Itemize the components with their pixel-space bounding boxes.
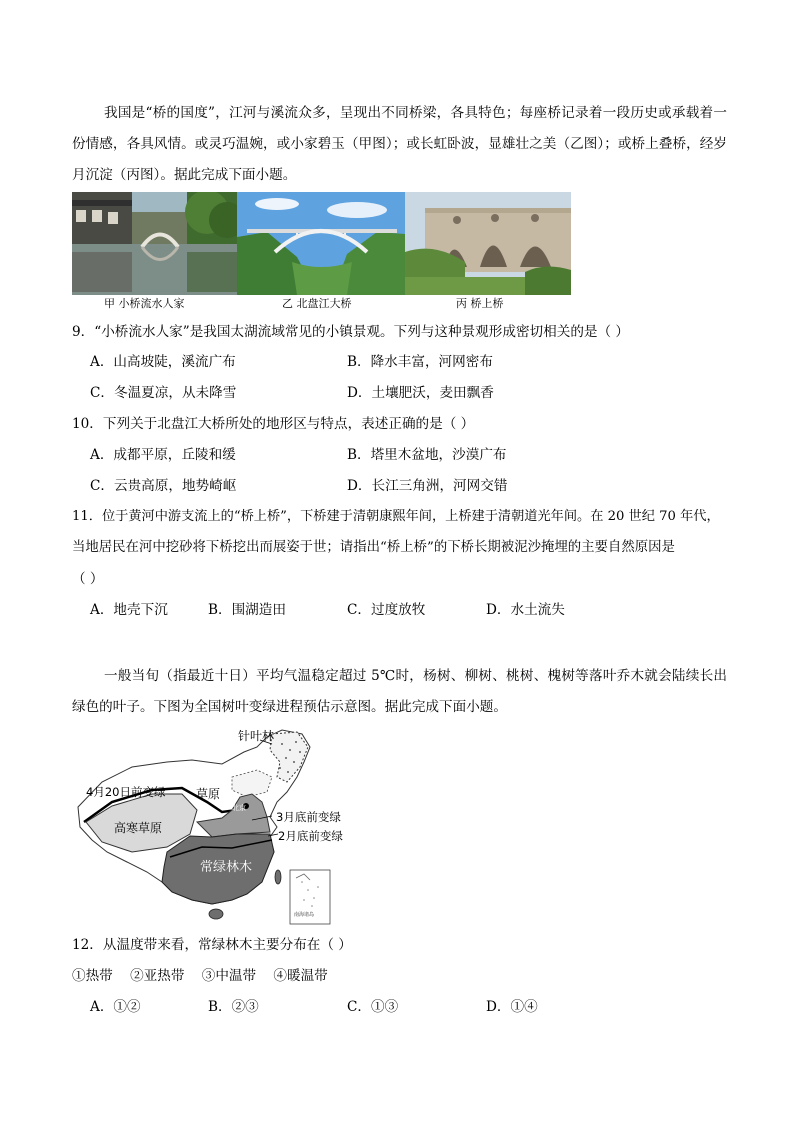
photo-bridge-on-bridge bbox=[405, 192, 571, 295]
q9-stem: 9．“小桥流水人家”是我国太湖流域常见的小镇景观。下列与这种景观形成密切相关的是（ ） bbox=[72, 324, 630, 340]
q10-option-d[interactable]: D．长江三角洲，河网交错 bbox=[347, 478, 508, 494]
photo-small-bridge bbox=[72, 192, 237, 295]
q9-option-b[interactable]: B．降水丰富，河网密布 bbox=[347, 354, 493, 370]
q11-stem-line2: 当地居民在河中挖砂将下桥挖出而展姿于世；请指出“桥上桥”的下桥长期被泥沙掩埋的主要自然原因是 bbox=[72, 540, 675, 555]
map-label-beijing: 北京 bbox=[232, 804, 246, 812]
q9-option-c[interactable]: C．冬温夏凉，从未降雪 bbox=[90, 385, 237, 401]
map-label-inset: 南海诸岛 bbox=[294, 912, 315, 918]
greening-map bbox=[72, 722, 362, 928]
q9-option-a[interactable]: A．山高坡陡，溪流广布 bbox=[90, 354, 236, 370]
q12-option-d[interactable]: D．①④ bbox=[486, 999, 538, 1015]
q11-option-a[interactable]: A．地壳下沉 bbox=[90, 602, 168, 618]
q12-stem: 12．从温度带来看，常绿林木主要分布在（ ） bbox=[72, 937, 352, 953]
q12-option-c[interactable]: C．①③ bbox=[347, 999, 399, 1015]
q11-option-b[interactable]: B．围湖造田 bbox=[208, 602, 286, 618]
q10-option-b[interactable]: B．塔里木盆地，沙漠广布 bbox=[347, 447, 507, 463]
intro-paragraph-leaves: 一般当旬（指最近十日）平均气温稳定超过 5℃时，杨树、柳树、桃树、槐树等落叶乔木就会陆续长出绿色的叶子。下图为全国树叶变绿进程预估示意图。据此完成下面小题。 bbox=[72, 668, 727, 715]
map-label-feb: 2月底前变绿 bbox=[278, 829, 343, 843]
hainan-island bbox=[209, 909, 223, 919]
map-label-grassland: 草原 bbox=[196, 787, 221, 801]
caption-jia: 甲 小桥流水人家 bbox=[104, 297, 185, 310]
q10-stem: 10．下列关于北盘江大桥所处的地形区与特点，表述正确的是（ ） bbox=[72, 416, 475, 432]
map-label-evergreen: 常绿林木 bbox=[200, 860, 253, 875]
q11-option-d[interactable]: D．水土流失 bbox=[486, 602, 565, 618]
caption-bing: 丙 桥上桥 bbox=[456, 297, 504, 310]
map-label-conifer: 针叶林 bbox=[238, 729, 275, 743]
photo-beipanjiang-bridge bbox=[237, 192, 405, 295]
q10-option-c[interactable]: C．云贵高原，地势崎岖 bbox=[90, 478, 237, 494]
map-label-april: 4月20日前变绿 bbox=[86, 785, 166, 799]
q11-stem-line3: （ ） bbox=[72, 571, 104, 587]
q9-option-d[interactable]: D．土壤肥沃，麦田飘香 bbox=[347, 385, 494, 401]
intro-paragraph-bridges: 我国是“桥的国度”，江河与溪流众多，呈现出不同桥梁，各具特色；每座桥记录着一段历史或承载着一份情感，各具风情。或灵巧温婉，或小家碧玉（甲图）；或长虹卧波，显雄壮之美（乙图）；或桥上叠桥，经岁月沉淀（丙图）。据此完成下面小题。 bbox=[72, 105, 727, 183]
q10-option-a[interactable]: A．成都平原，丘陵和缓 bbox=[90, 447, 236, 463]
q12-option-a[interactable]: A．①② bbox=[90, 999, 141, 1015]
taiwan-island bbox=[275, 870, 281, 884]
q12-option-b[interactable]: B．②③ bbox=[208, 999, 259, 1015]
q11-option-c[interactable]: C．过度放牧 bbox=[347, 602, 426, 618]
q12-statement-list: ①热带 ②亚热带 ③中温带 ④暖温带 bbox=[72, 968, 328, 984]
caption-yi: 乙 北盘江大桥 bbox=[282, 297, 352, 310]
map-label-march: 3月底前变绿 bbox=[276, 810, 341, 824]
map-label-plateau: 高寒草原 bbox=[114, 821, 163, 835]
q11-stem-line1: 11．位于黄河中游支流上的“桥上桥”，下桥建于清朝康熙年间，上桥建于清朝道光年间。在 20 世纪 70 年代， bbox=[72, 509, 720, 524]
